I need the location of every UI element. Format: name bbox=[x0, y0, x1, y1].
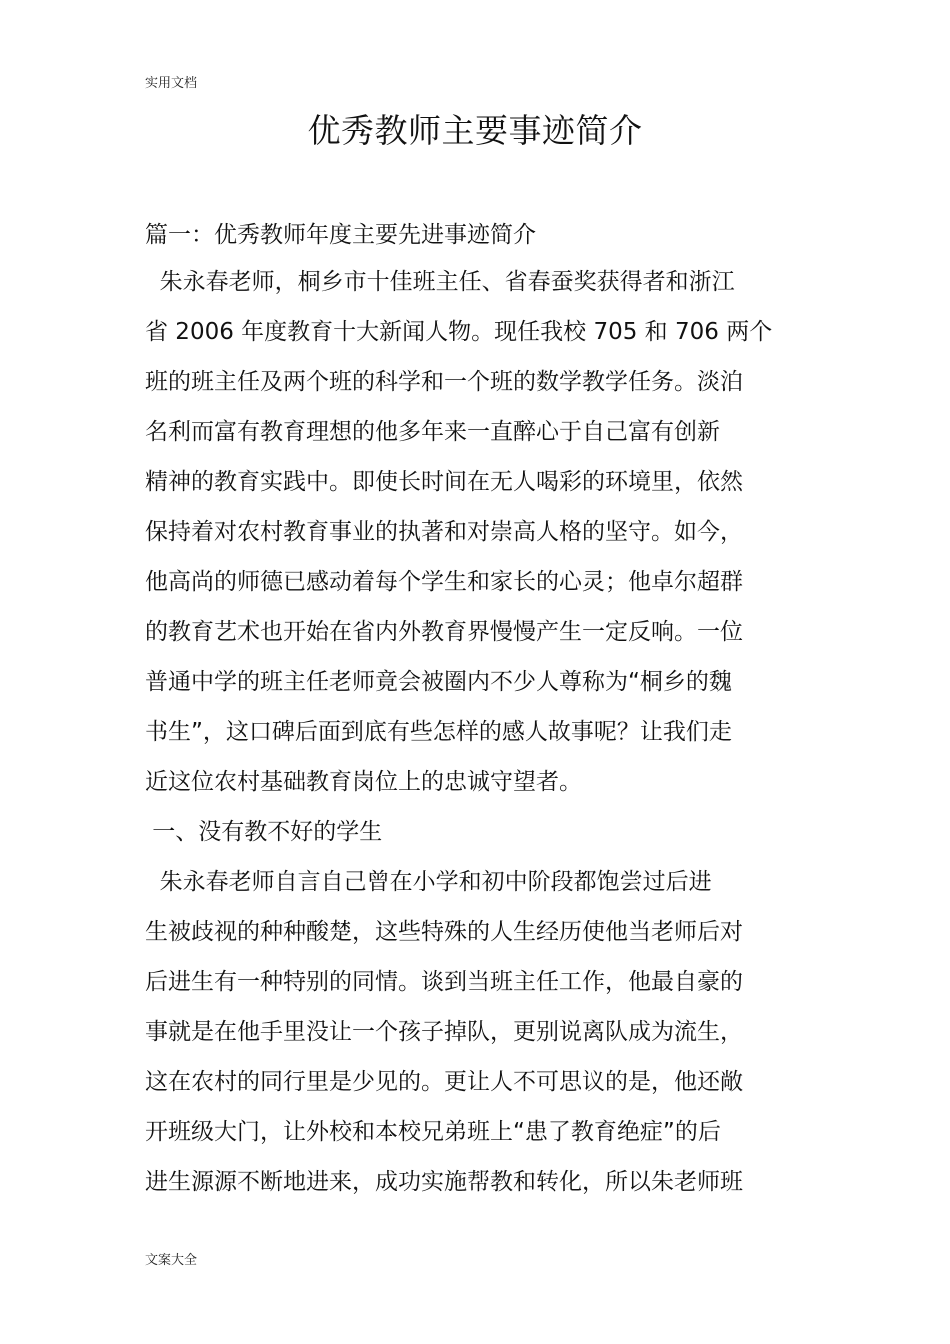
paragraph-line: 开班级大门，让外校和本校兄弟班上“患了教育绝症”的后 bbox=[145, 1119, 721, 1145]
paragraph-line: 事就是在他手里没让一个孩子掉队，更别说离队成为流生， bbox=[145, 1019, 743, 1045]
document-title: 优秀教师主要事迹简介 bbox=[307, 111, 643, 150]
paragraph-line: 班的班主任及两个班的科学和一个班的数学教学任务。淡泊 bbox=[145, 369, 743, 395]
page-footer: 文案大全 bbox=[145, 1253, 198, 1268]
paragraph-line: 这在农村的同行里是少见的。更让人不可思议的是，他还敞 bbox=[145, 1069, 743, 1095]
paragraph-line: 近这位农村基础教育岗位上的忠诚守望者。 bbox=[145, 769, 582, 795]
paragraph-line: 名利而富有教育理想的他多年来一直醉心于自己富有创新 bbox=[145, 419, 720, 445]
section-heading: 篇一：优秀教师年度主要先进事迹简介 bbox=[145, 222, 536, 248]
paragraph-line: 精神的教育实践中。即使长时间在无人喝彩的环境里，依然 bbox=[145, 469, 743, 495]
paragraph-line: 省 2006 年度教育十大新闻人物。现任我校 705 和 706 两个 bbox=[145, 319, 773, 345]
page-header: 实用文档 bbox=[145, 76, 198, 91]
paragraph-line: 进生源源不断地进来，成功实施帮教和转化，所以朱老师班 bbox=[145, 1169, 743, 1195]
paragraph-line: 书生”，这口碑后面到底有些怎样的感人故事呢？让我们走 bbox=[145, 719, 732, 745]
paragraph-line: 后进生有一种特别的同情。谈到当班主任工作，他最自豪的 bbox=[145, 969, 743, 995]
paragraph-line: 普通中学的班主任老师竟会被圈内不少人尊称为“桐乡的魏 bbox=[145, 669, 732, 695]
subsection-heading: 一、没有教不好的学生 bbox=[145, 819, 383, 845]
body-text bbox=[145, 262, 845, 1212]
paragraph-line: 的教育艺术也开始在省内外教育界慢慢产生一定反响。一位 bbox=[145, 619, 743, 645]
paragraph-line: 他高尚的师德已感动着每个学生和家长的心灵；他卓尔超群 bbox=[145, 569, 743, 595]
paragraph-line: 保持着对农村教育事业的执著和对崇高人格的坚守。如今， bbox=[145, 519, 743, 545]
paragraph-line: 朱永春老师，桐乡市十佳班主任、省春蚕奖获得者和浙江 bbox=[145, 269, 735, 295]
paragraph-line: 朱永春老师自言自己曾在小学和初中阶段都饱尝过后进 bbox=[145, 869, 712, 895]
paragraph-line: 生被歧视的种种酸楚，这些特殊的人生经历使他当老师后对 bbox=[145, 919, 743, 945]
